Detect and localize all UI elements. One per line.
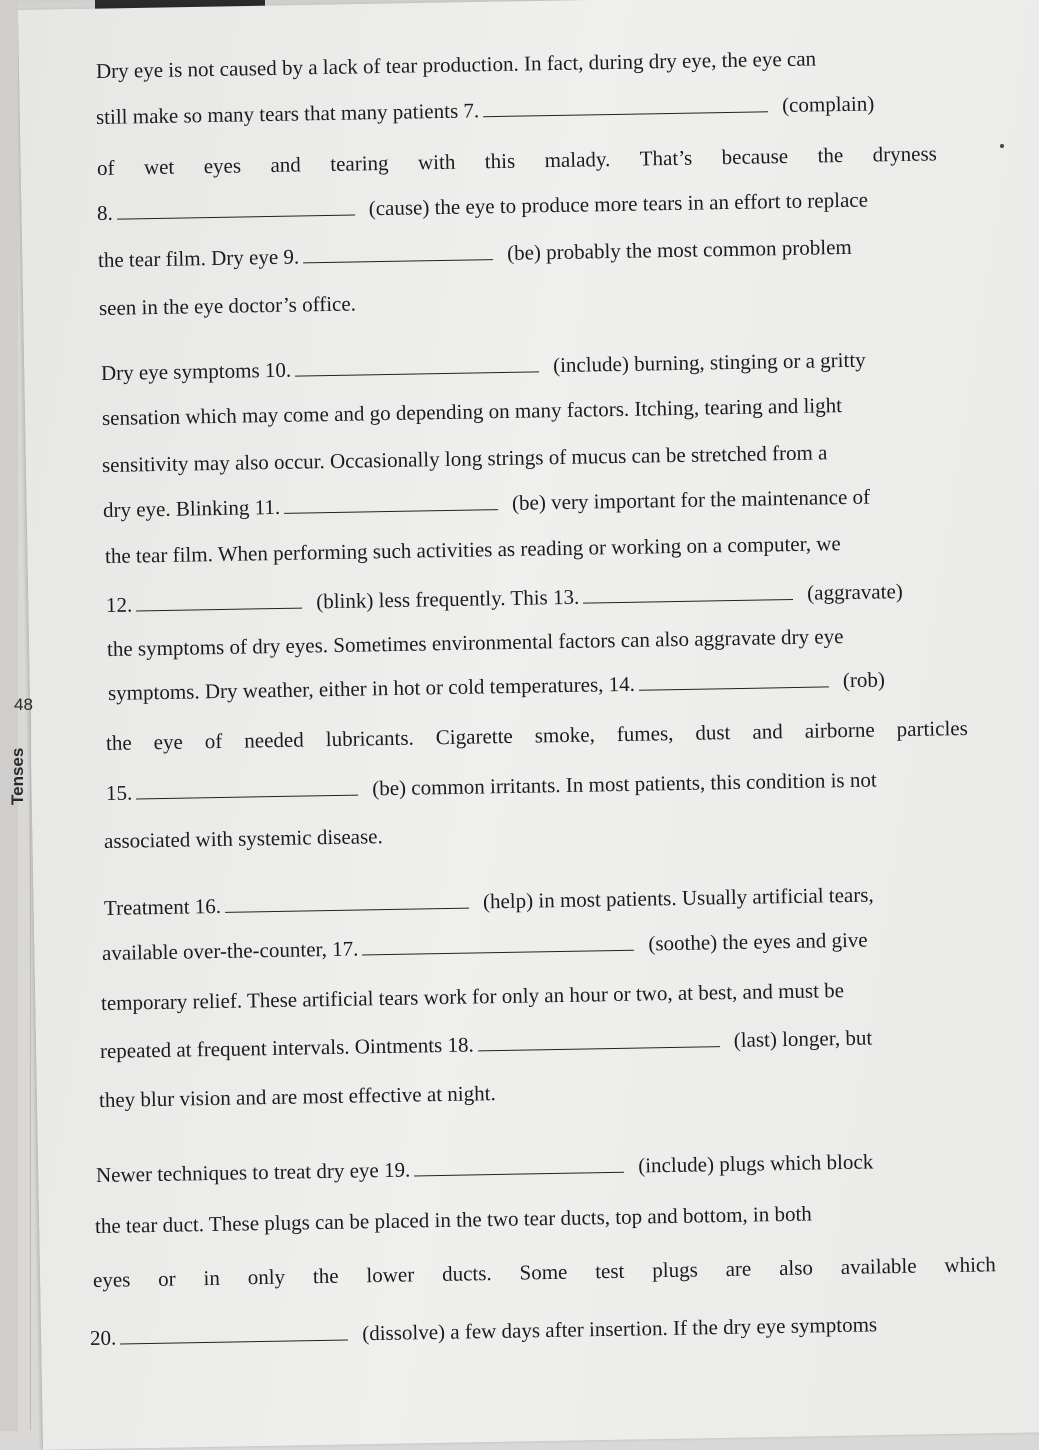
word: eye [153, 729, 184, 755]
word: particles [896, 715, 968, 742]
verb-hint: (include) plugs which block [638, 1149, 874, 1178]
word: wet [143, 154, 175, 180]
word: plugs [652, 1257, 698, 1283]
line-text: they blur vision and are most effective at night. [98, 1081, 496, 1112]
verb-hint: (blink) less frequently. This 13. [316, 584, 580, 614]
word: Some [519, 1259, 568, 1285]
answer-blank-19[interactable] [414, 1154, 624, 1177]
answer-blank-15[interactable] [136, 777, 358, 800]
answer-blank-12[interactable] [136, 590, 302, 612]
line-text: the tear film. Dry eye 9. [97, 244, 300, 272]
line-text: Newer techniques to treat dry eye 19. [95, 1157, 411, 1187]
answer-blank-16[interactable] [225, 890, 469, 913]
verb-hint: (soothe) the eyes and give [648, 927, 868, 956]
word: or [157, 1266, 176, 1291]
line-text: 15. [105, 780, 133, 805]
answer-blank-20[interactable] [120, 1321, 348, 1344]
verb-hint: (rob) [842, 667, 886, 693]
line-text: the tear duct. These plugs can be placed in the two tear ducts, top and bottom, in both [94, 1201, 813, 1238]
line-text: 20. [89, 1325, 117, 1350]
word: lower [366, 1262, 415, 1288]
word: this [484, 148, 516, 174]
line-text: sensitivity may also occur. Occasionally long strings of mucus can be stretched from a [101, 440, 828, 477]
verb-hint: (cause) the eye to produce more tears in an effort to replace [368, 187, 869, 221]
word: eyes [92, 1267, 131, 1292]
word: and [752, 719, 783, 744]
verb-hint: (complain) [781, 91, 875, 118]
word: airborne [804, 717, 875, 743]
word: also [778, 1255, 814, 1281]
line-text: Dry eye is not caused by a lack of tear production. In fact, during dry eye, the eye can [95, 46, 817, 83]
answer-blank-18[interactable] [478, 1028, 720, 1051]
word: only [247, 1264, 286, 1290]
line-text: the tear film. When performing such activities as reading or working on a computer, we [104, 531, 841, 568]
verb-hint: (be) probably the most common problem [506, 234, 852, 265]
line-text: 8. [96, 200, 113, 225]
word: the [105, 730, 132, 755]
answer-blank-13[interactable] [583, 581, 793, 604]
word: ducts. [441, 1261, 492, 1286]
word: lubricants. [325, 725, 415, 752]
verb-hint: (be) common irritants. In most patients, this condition is not [372, 767, 877, 801]
verb-hint: (include) burning, stinging or a gritty [552, 347, 866, 378]
verb-hint: (aggravate) [806, 579, 903, 605]
word: needed [244, 727, 304, 753]
line-text: dry eye. Blinking 11. [102, 494, 281, 522]
word: the [312, 1263, 339, 1289]
page-number: 48 [14, 695, 33, 714]
answer-blank-9[interactable] [303, 241, 493, 263]
word: because [721, 143, 789, 170]
line-text: Dry eye symptoms 10. [100, 357, 292, 385]
word: which [944, 1252, 996, 1278]
word: and [270, 152, 302, 177]
line-text: still make so many tears that many patients 7. [95, 98, 480, 129]
line-text: repeated at frequent intervals. Ointments 18. [99, 1032, 474, 1063]
word: of [96, 155, 115, 180]
line-text: symptoms. Dry weather, either in hot or cold temperatures, 14. [107, 671, 636, 705]
word: smoke, [534, 722, 596, 748]
answer-blank-7[interactable] [483, 93, 768, 117]
verb-hint: (dissolve) a few days after insertion. If the dry eye symptoms [361, 1312, 878, 1346]
stray-mark [1000, 144, 1004, 148]
line-text: available over-the-counter, 17. [101, 936, 359, 965]
line-text: temporary relief. These artificial tears work for only an hour or two, at best, and must be [100, 978, 845, 1015]
line-text: associated with systemic disease. [103, 824, 383, 853]
word: malady. [544, 147, 611, 173]
line-text: Treatment 16. [103, 893, 222, 920]
verb-hint: (be) very important for the maintenance of [511, 484, 871, 515]
word: dust [695, 720, 731, 745]
page-left-margin [0, 0, 18, 1431]
word: in [203, 1265, 221, 1291]
word: the [817, 142, 844, 168]
section-tab-label: Tenses [8, 747, 27, 805]
word: test [595, 1258, 625, 1284]
word: available [840, 1253, 917, 1279]
answer-blank-10[interactable] [295, 353, 539, 376]
answer-blank-14[interactable] [639, 668, 829, 690]
word: are [725, 1256, 752, 1281]
answer-blank-8[interactable] [117, 197, 355, 220]
verb-hint: (help) in most patients. Usually artificial tears, [482, 882, 874, 914]
answer-blank-17[interactable] [362, 932, 634, 956]
line-text: the symptoms of dry eyes. Sometimes environmental factors can also aggravate dry eye [106, 624, 844, 661]
line-text: sensation which may come and go depending on many factors. Itching, tearing and light [101, 393, 843, 430]
word: of [204, 728, 223, 754]
line-text: seen in the eye doctor’s office. [98, 291, 357, 320]
verb-hint: (last) longer, but [733, 1025, 873, 1052]
margin-rule [30, 700, 31, 1430]
answer-blank-11[interactable] [284, 491, 498, 514]
word: eyes [203, 153, 242, 179]
line-text: 12. [105, 592, 133, 617]
word: tearing [330, 150, 389, 176]
word: with [417, 149, 456, 175]
word: Cigarette [435, 723, 513, 750]
word: That’s [639, 145, 693, 171]
word: dryness [872, 141, 938, 167]
word: fumes, [616, 721, 674, 747]
